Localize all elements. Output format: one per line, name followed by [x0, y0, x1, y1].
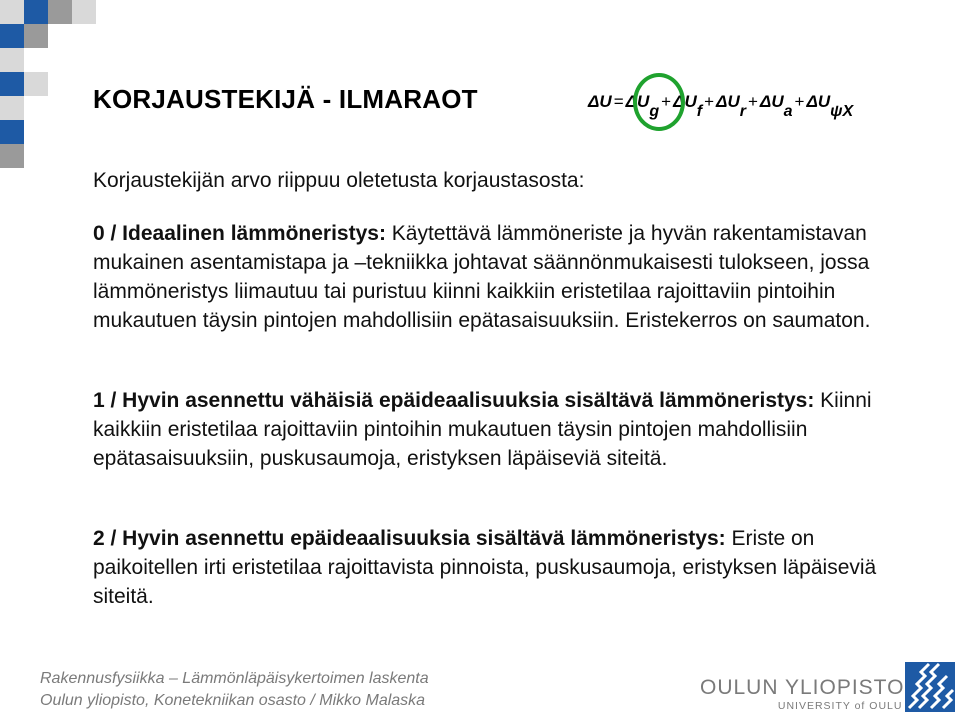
level-0 [93, 219, 923, 335]
intro-text: Korjaustekijän arvo riippuu oletetusta korjaustasosta: [93, 169, 585, 192]
formula-term-base: ΔU [759, 92, 784, 111]
formula-term-sub: g [649, 103, 660, 120]
formula-equals: = [613, 92, 624, 111]
footer-line-1: Rakennusfysiikka – Lämmönläpäisykertoimen laskenta [40, 670, 429, 687]
formula-term-sub: ψX [830, 103, 854, 120]
formula-plus: + [661, 92, 672, 111]
formula-lhs: ΔU [588, 92, 612, 111]
formula-term-base: ΔU [716, 92, 740, 111]
slide-title: KORJAUSTEKIJÄ - ILMARAOT [93, 84, 478, 114]
highlight-circle [633, 73, 685, 131]
level-1 [93, 386, 923, 473]
formula-term-sub: a [783, 103, 793, 120]
level-heading: 0 / Ideaalinen lämmöneristys: [93, 222, 386, 245]
formula-plus: + [747, 92, 758, 111]
level-2 [93, 524, 923, 611]
level-heading: 2 / Hyvin asennettu epäideaalisuuksia sisältävä lämmöneristys: [93, 527, 726, 550]
formula-plus: + [794, 92, 805, 111]
formula-term-base: ΔU [625, 92, 650, 111]
formula-term-base: ΔU [806, 92, 831, 111]
logo-sub-text: UNIVERSITY of OULU [777, 700, 903, 712]
logo-main-text: OULUN YLIOPISTO [700, 676, 905, 699]
university-logo-icon [905, 662, 955, 712]
university-logo-text [700, 676, 904, 712]
formula-term-base: ΔU [673, 92, 697, 111]
formula-term-sub: r [739, 103, 746, 120]
footer-line-2: Oulun yliopisto, Konetekniikan osasto / Mikko Malaska [40, 692, 426, 709]
formula-term-sub: f [696, 103, 703, 120]
formula-plus: + [704, 92, 715, 111]
footer [40, 668, 429, 712]
level-heading: 1 / Hyvin asennettu vähäisiä epäideaalisuuksia sisältävä lämmöneristys: [93, 389, 815, 412]
formula [588, 92, 854, 120]
level-body: Eriste on paikoitellen irti eristetilaa rajoittavista pinnoista, puskusaumoja, eristyksen läpäiseviä siteitä. [93, 527, 877, 608]
level-body: Käytettävä lämmöneriste ja hyvän rakentamistavan mukainen asentamistapa ja –tekniikka johtavat säännönmukaisesti tulokseen, jossa lämmöneristys liimautuu tai puristuu kiinni kaikkiin eristetilaa rajoittaviin pintoihin mukautuen täysin pintojen mahdollisiin epätasaisuuksiin. Eristekerros on saumaton. [93, 222, 871, 332]
level-body: Kiinni kaikkiin eristetilaa rajoittaviin pintoihin mukautuen täysin pintojen mahdollisiin epätasaisuuksiin, puskusaumoja, eristyksen läpäiseviä siteitä. [93, 389, 872, 470]
